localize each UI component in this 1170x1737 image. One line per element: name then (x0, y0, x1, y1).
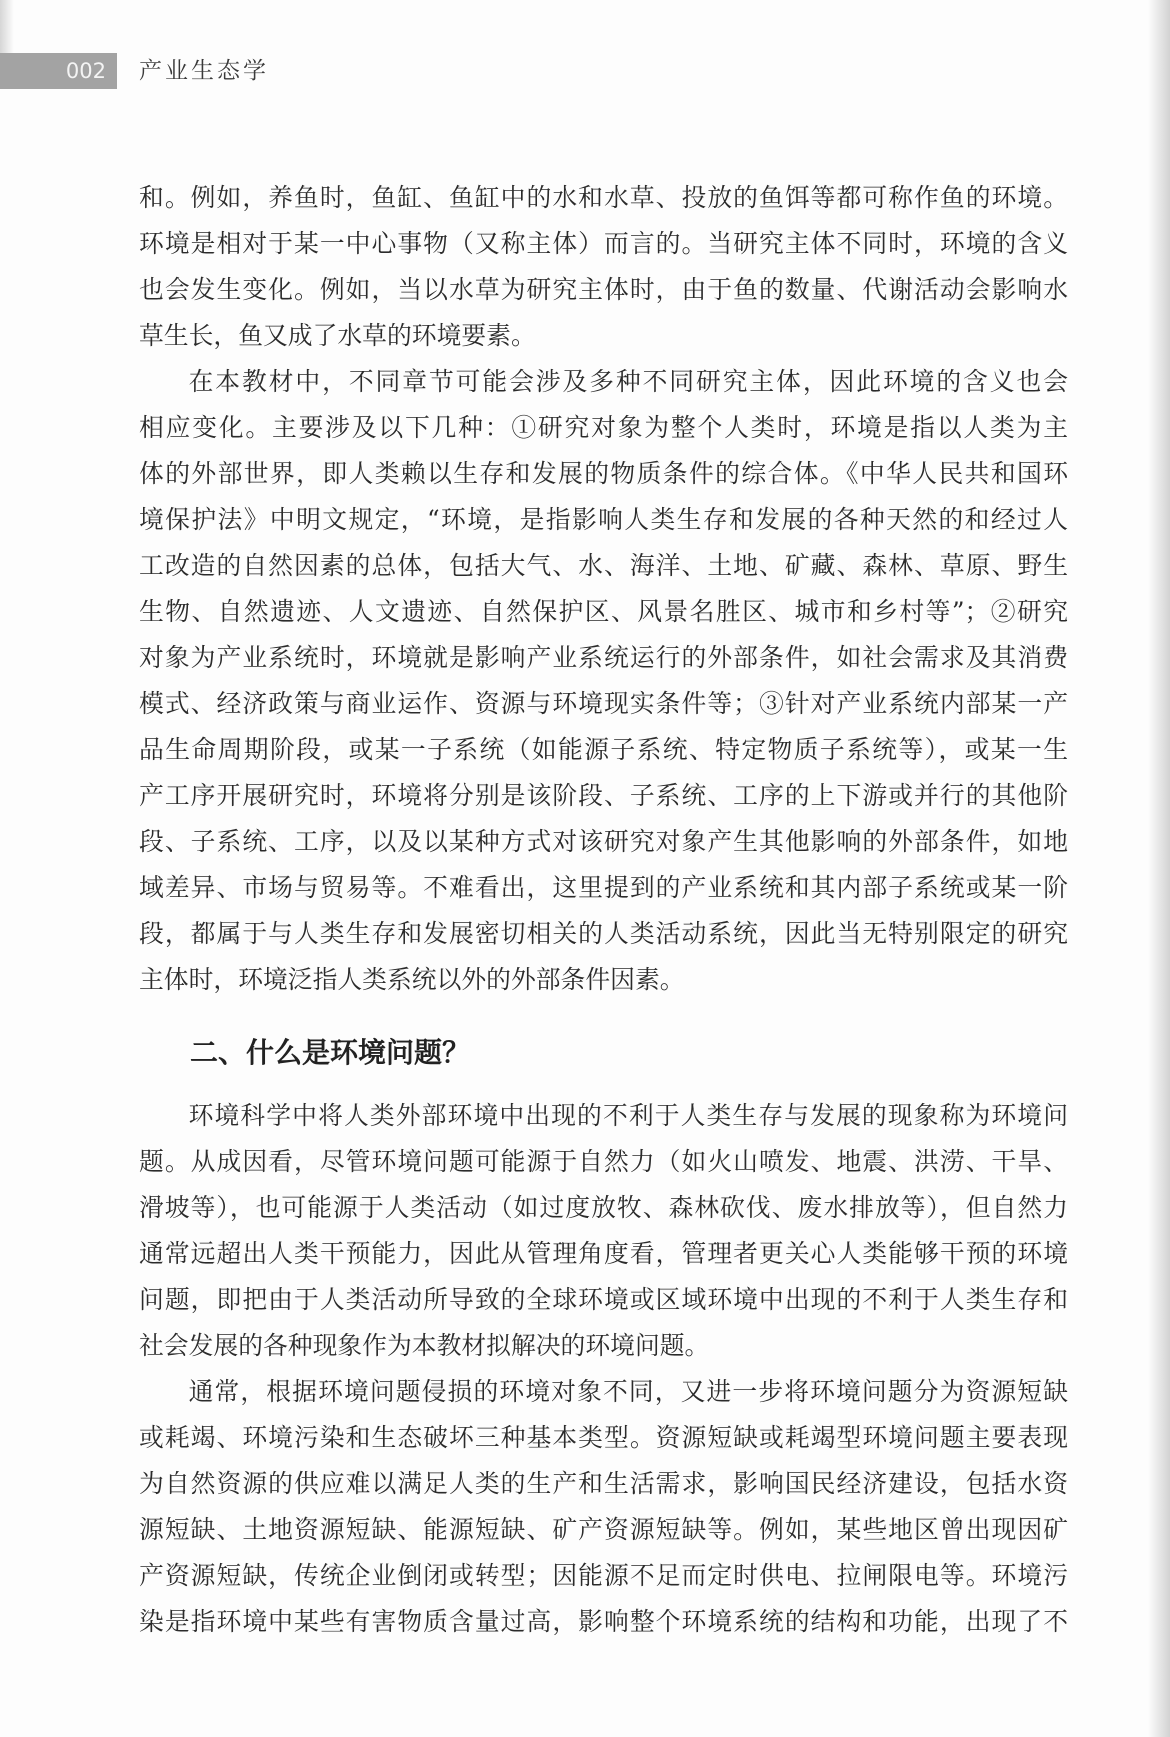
text-line: 题。从成因看，尽管环境问题可能源于自然力（如火山喷发、地震、洪涝、干旱、 (139, 1147, 1068, 1176)
text-line: 段，都属于与人类生存和发展密切相关的人类活动系统，因此当无特别限定的研究 (139, 919, 1068, 948)
page-number: 002 (65, 59, 106, 83)
text-line: 体的外部世界，即人类赖以生存和发展的物质条件的综合体。《中华人民共和国环 (139, 459, 1068, 488)
text-line: 环境是相对于某一中心事物（又称主体）而言的。当研究主体不同时，环境的含义 (139, 229, 1068, 258)
page-gutter-shadow-right (1148, 0, 1170, 1737)
text-line: 工改造的自然因素的总体，包括大气、水、海洋、土地、矿藏、森林、草原、野生 (139, 551, 1068, 580)
text-line: 在本教材中，不同章节可能会涉及多种不同研究主体，因此环境的含义也会 (188, 367, 1068, 396)
text-line: 通常，根据环境问题侵损的环境对象不同，又进一步将环境问题分为资源短缺 (188, 1377, 1068, 1406)
text-line: 对象为产业系统时，环境就是影响产业系统运行的外部条件，如社会需求及其消费 (139, 643, 1068, 672)
paragraph (139, 1093, 1068, 1369)
text-line: 源短缺、土地资源短缺、能源短缺、矿产资源短缺等。例如，某些地区曾出现因矿 (139, 1515, 1068, 1544)
text-line: 染是指环境中某些有害物质含量过高，影响整个环境系统的结构和功能，出现了不 (139, 1607, 1068, 1636)
text-line: 或耗竭、环境污染和生态破坏三种基本类型。资源短缺或耗竭型环境问题主要表现 (139, 1423, 1068, 1452)
text-line: 模式、经济政策与商业运作、资源与环境现实条件等；③针对产业系统内部某一产 (139, 689, 1068, 718)
section-heading: 二、什么是环境问题？ (190, 1035, 471, 1069)
text-line: 草生长，鱼又成了水草的环境要素。 (139, 321, 536, 350)
text-line: 品生命周期阶段，或某一子系统（如能源子系统、特定物质子系统等），或某一生 (139, 735, 1068, 764)
page-body (139, 175, 1068, 1645)
text-line: 也会发生变化。例如，当以水草为研究主体时，由于鱼的数量、代谢活动会影响水 (139, 275, 1068, 304)
page-number-tab (0, 53, 117, 89)
text-line: 相应变化。主要涉及以下几种：①研究对象为整个人类时，环境是指以人类为主 (139, 413, 1068, 442)
paragraph (139, 175, 1068, 359)
text-line: 问题，即把由于人类活动所导致的全球环境或区域环境中出现的不利于人类生存和 (139, 1285, 1068, 1314)
text-line: 通常远超出人类干预能力，因此从管理角度看，管理者更关心人类能够干预的环境 (139, 1239, 1068, 1268)
text-line: 生物、自然遗迹、人文遗迹、自然保护区、风景名胜区、城市和乡村等”；②研究 (139, 597, 1068, 626)
page-edge-shadow-left (0, 0, 14, 54)
text-line: 为自然资源的供应难以满足人类的生产和生活需求，影响国民经济建设，包括水资 (139, 1469, 1068, 1498)
text-line: 环境科学中将人类外部环境中出现的不利于人类生存与发展的现象称为环境问 (188, 1101, 1068, 1130)
paragraph (139, 1369, 1068, 1645)
text-line: 和。例如，养鱼时，鱼缸、鱼缸中的水和水草、投放的鱼饵等都可称作鱼的环境。 (139, 183, 1068, 212)
text-line: 产工序开展研究时，环境将分别是该阶段、子系统、工序的上下游或并行的其他阶 (139, 781, 1068, 810)
text-line: 滑坡等），也可能源于人类活动（如过度放牧、森林砍伐、废水排放等），但自然力 (139, 1193, 1068, 1222)
text-line: 境保护法》中明文规定，“环境，是指影响人类生存和发展的各种天然的和经过人 (139, 505, 1068, 534)
running-head-book-title: 产业生态学 (139, 58, 269, 84)
text-line: 社会发展的各种现象作为本教材拟解决的环境问题。 (139, 1331, 710, 1360)
text-line: 域差异、市场与贸易等。不难看出，这里提到的产业系统和其内部子系统或某一阶 (139, 873, 1068, 902)
text-line: 段、子系统、工序，以及以某种方式对该研究对象产生其他影响的外部条件，如地 (139, 827, 1068, 856)
text-line: 产资源短缺，传统企业倒闭或转型；因能源不足而定时供电、拉闸限电等。环境污 (139, 1561, 1068, 1590)
text-line: 主体时，环境泛指人类系统以外的外部条件因素。 (139, 965, 685, 994)
paragraph (139, 359, 1068, 1003)
